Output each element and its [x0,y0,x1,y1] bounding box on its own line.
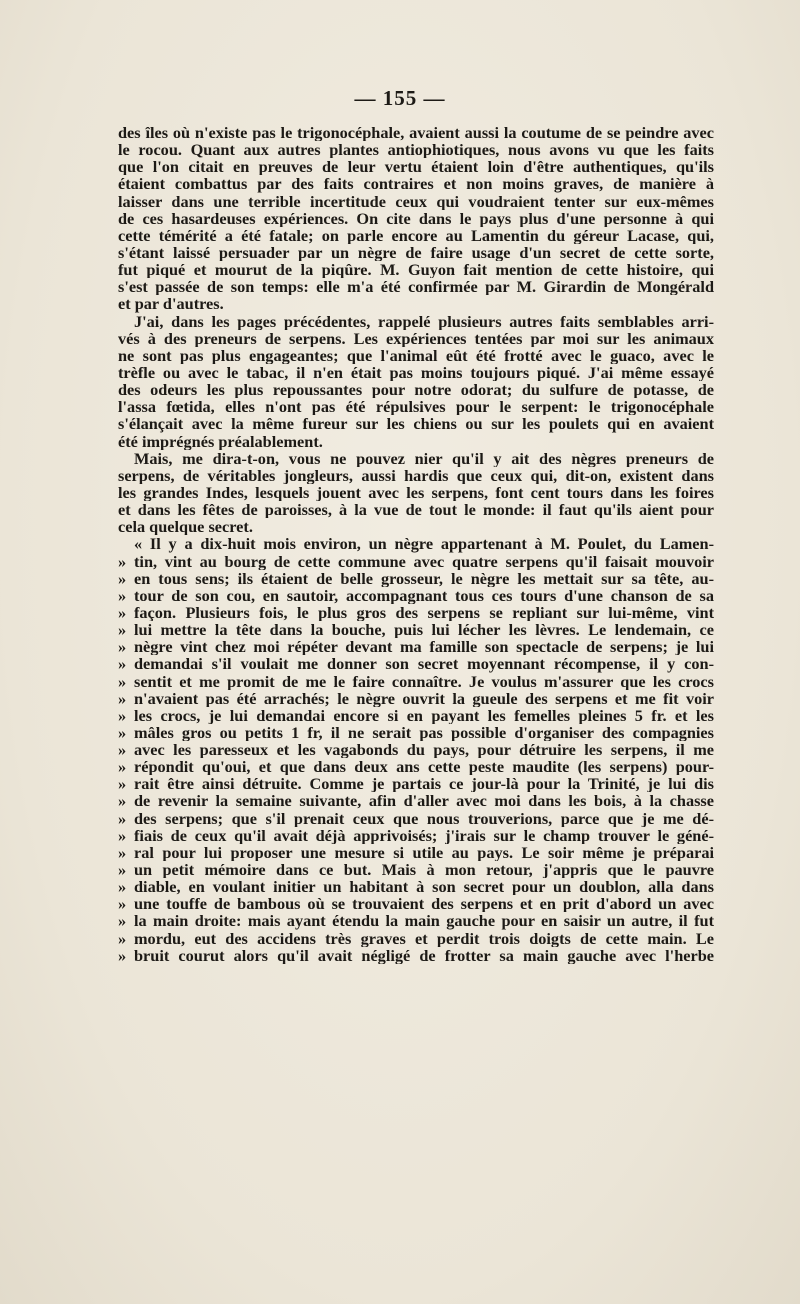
text-line [118,844,714,861]
text-line: ne sont pas plus engageantes; que l'animal eût été frotté avec le guaco, avec le [118,346,714,364]
text-line: et dans les fêtes de paroisses, à la vue de tout le monde: il faut qu'ils aient pour [118,501,714,519]
quote-mark: » [118,809,127,827]
line-text: mâles gros ou petits 1 fr, il ne serait pas possible d'organiser des compagnies [134,723,714,742]
line-text: façon. Plusieurs fois, le plus gros des serpens se repliant sur lui-même, vint [134,603,714,622]
text-line: l'assa fœtida, elles n'ont pas été répulsives pour le serpent: le trigonocéphale [118,398,714,416]
quote-mark: » [118,775,127,793]
text-line [118,878,714,895]
line-text: diable, en voulant initier un habitant à son secret pour un doublon, alla dans [134,878,714,896]
text-line: des odeurs les plus repoussantes pour notre odorat; du sulfure de potasse, de [118,381,714,399]
line-text: tin, vint au bourg de cette commune avec quatre serpens qu'il faisait mouvoir [134,552,714,570]
text-line: le rocou. Quant aux autres plantes antiophiotiques, nous avons vu que les faits [118,141,714,159]
line-text: sentit et me promit de me le faire connaître. Je voulus m'assurer que les crocs [134,672,714,690]
text-line [118,673,714,690]
line-text: répondit qu'oui, et que dans deux ans cette peste maudite (les serpens) pour- [134,758,714,776]
quote-mark: » [118,895,127,913]
line-text: fiais de ceux qu'il avait déjà apprivoisés; j'irais sur le champ trouver le géné- [134,826,714,844]
text-line [118,553,714,570]
text-line: cette témérité a été fatale; on parle encore au Lamentin du géreur Lacase, qui, [118,226,714,244]
quote-mark: » [118,638,127,656]
text-line: vés à des preneurs de serpens. Les expériences tentées par moi sur les animaux [118,329,714,347]
quote-mark: » [118,552,127,570]
line-text: mordu, eut des accidens très graves et perdit trois doigts de cette main. Le [134,929,714,947]
line-text: des serpens; que s'il prenait ceux que nous trouverions, parce que je me dé- [134,809,714,827]
quote-mark: » [118,672,127,690]
quote-mark: » [118,792,127,810]
quote-mark: » [118,723,127,742]
quote-mark: » [118,826,127,844]
quote-mark: » [118,861,127,879]
text-line: cela quelque secret. [118,518,253,536]
quote-mark: » [118,689,127,707]
line-text: en tous sens; ils étaient de belle grosseur, le nègre les mettait sur sa tête, au- [134,569,714,587]
quote-mark: » [118,741,127,759]
text-line [118,570,714,587]
text-line [118,621,714,638]
line-text: avec les paresseux et les vagabonds du pays, pour détruire les serpens, il me [134,741,714,759]
text-line: « Il y a dix-huit mois environ, un nègre appartenant à M. Poulet, du Lamen- [134,535,714,553]
text-line [118,741,714,758]
quote-mark: » [118,569,127,587]
quote-mark: » [118,878,127,896]
line-text: les crocs, je lui demandai encore si en payant les femelles pleines 5 fr. et les [134,706,714,724]
text-line [118,930,714,947]
text-line: des îles où n'existe pas le trigonocéphale, avaient aussi la coutume de se peindre avec [118,124,714,142]
line-text: demandai s'il voulait me donner son secret moyennant récompense, il y con- [134,655,714,673]
quote-mark: » [118,912,127,930]
text-line [118,810,714,827]
body-text [118,124,714,964]
line-text: de revenir la semaine suivante, afin d'aller avec moi dans les bois, à la chasse [134,792,714,810]
text-line [118,758,714,775]
quote-mark: » [118,758,127,776]
text-line: fut piqué et mourut de la piqûre. M. Guyon fait mention de cette histoire, qui [118,261,714,279]
text-line: et par d'autres. [118,295,224,313]
quote-mark: » [118,603,127,622]
text-line: étaient combattus par des faits contraires et non moins graves, de manière à [118,175,714,193]
text-line: J'ai, dans les pages précédentes, rappelé plusieurs autres faits semblables arri- [134,312,714,330]
text-line [118,690,714,707]
text-line: trèfle ou avec le tabac, il n'en était pas moins toujours piqué. J'ai même essayé [118,363,714,382]
line-text: lui mettre la tête dans la bouche, puis lui lécher les lèvres. Le lendemain, ce [134,621,714,639]
text-line: que l'on citait en preuves de leur vertu étaient loin d'être authentiques, qu'ils [118,158,714,176]
text-line: s'est passée de son temps: elle m'a été confirmée par M. Girardin de Mongérald [118,278,714,296]
text-line [118,587,714,604]
text-line [118,861,714,878]
text-line [118,724,714,741]
quote-mark: » [118,706,127,724]
quote-mark: » [118,586,127,604]
line-text: la main droite: mais ayant étendu la main gauche pour en saisir un autre, il fut [134,912,714,930]
line-text: tour de son cou, en sautoir, accompagnant tous ces tours d'une chanson de sa [134,586,714,604]
text-line [118,604,714,621]
line-text: un petit mémoire dans ce but. Mais à mon retour, j'appris que le pauvre [134,861,714,879]
text-line: de ces hasardeuses expériences. On cite dans le pays plus d'une personne à qui [118,209,714,227]
line-text: ral pour lui proposer une mesure si utile au pays. Le soir même je préparai [134,843,714,862]
quote-mark: » [118,843,127,862]
text-line [118,638,714,655]
page-number: — 155 — [354,86,446,110]
line-text: nègre vint chez moi répéter devant ma famille son spectacle de serpens; je lui [134,638,714,656]
text-line [118,895,714,912]
line-text: rait être ainsi détruite. Comme je partais ce jour-là pour la Trinité, je lui dis [134,775,714,793]
text-line [118,827,714,844]
quote-mark: » [118,621,127,639]
quote-mark: » [118,946,127,964]
text-line [118,775,714,792]
quote-mark: » [118,655,127,673]
text-line [118,912,714,929]
text-line: serpens, de véritables jongleurs, aussi hardis que ceux qui, dit-on, existent dans [118,466,714,484]
quote-mark: » [118,929,127,947]
text-line: Mais, me dira-t-on, vous ne pouvez nier qu'il y ait des nègres preneurs de [134,449,714,467]
line-text: n'avaient pas été arrachés; le nègre ouvrit la gueule des serpens et me fit voir [134,689,714,707]
text-line: s'élançait avec la même fureur sur les chiens ou sur les poulets qui en avaient [118,415,714,433]
text-line [118,792,714,809]
text-line: les grandes Indes, lesquels jouent avec les serpens, font cent tours dans les foires [118,483,714,502]
text-line: laisser dans une terrible incertitude ceux qui voudraient tenter sur eux-mêmes [118,192,714,210]
text-line [118,707,714,724]
text-line [118,947,714,964]
line-text: une touffe de bambous où se trouvaient des serpens et en prit d'abord un avec [134,895,714,913]
text-line: s'étant laissé persuader par un nègre de faire usage d'un secret de cette sorte, [118,243,714,262]
line-text: bruit courut alors qu'il avait négligé de frotter sa main gauche avec l'herbe [134,946,714,964]
text-line: été imprégnés préalablement. [118,432,323,450]
text-line [118,655,714,672]
